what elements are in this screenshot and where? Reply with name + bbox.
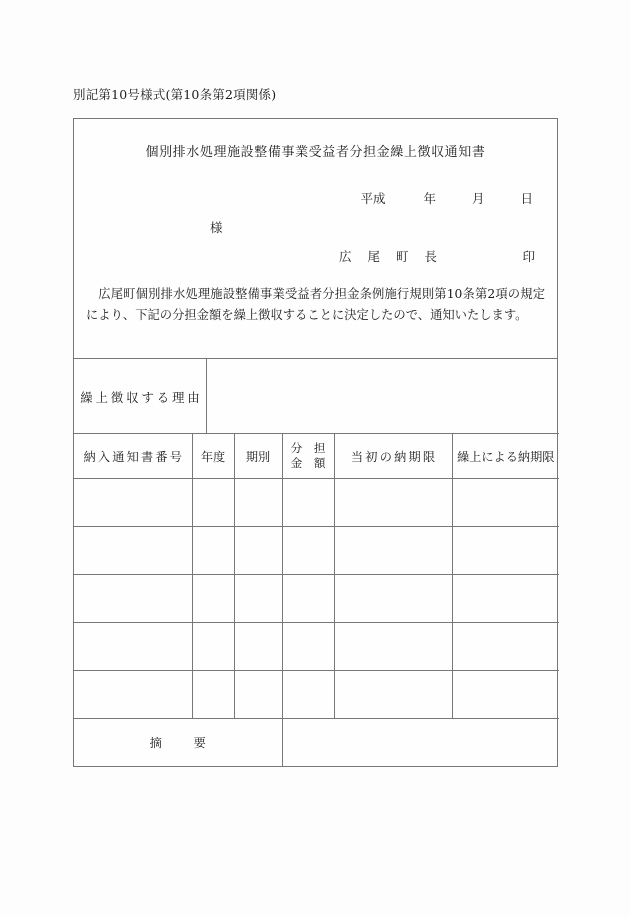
cell-original-due-date[interactable] bbox=[334, 671, 452, 719]
cell-installment[interactable] bbox=[234, 623, 282, 671]
cell-installment[interactable] bbox=[234, 671, 282, 719]
header-share-amount: 分 担 金 額 bbox=[282, 434, 334, 479]
table-body bbox=[74, 479, 559, 767]
cell-fiscal-year[interactable] bbox=[192, 623, 234, 671]
document-title: 個別排水処理施設整備事業受益者分担金繰上徴収通知書 bbox=[145, 145, 486, 160]
reason-label: 繰上徴収する理由 bbox=[74, 359, 207, 434]
form-number: 別記第10号様式(第10条第2項関係) bbox=[73, 87, 277, 102]
table-header-row bbox=[74, 434, 559, 479]
month-unit: 月 bbox=[472, 191, 485, 206]
date-line bbox=[361, 189, 533, 207]
seal-icon: 印 bbox=[522, 249, 535, 264]
cell-original-due-date[interactable] bbox=[334, 479, 452, 527]
cell-accelerated-due-date[interactable] bbox=[452, 527, 559, 575]
cell-fiscal-year[interactable] bbox=[192, 479, 234, 527]
form-frame bbox=[73, 118, 558, 767]
body-paragraph: 広尾町個別排水処理施設整備事業受益者分担金条例施行規則第10条第2項の規定により、下記の分担金額を繰上徴収することに決定したので、通知いたします。 bbox=[86, 287, 545, 322]
letter-block bbox=[74, 119, 557, 358]
summary-row bbox=[74, 719, 559, 767]
addressee-honorific: 様 bbox=[210, 220, 223, 235]
cell-notice-number[interactable] bbox=[74, 575, 192, 623]
cell-share-amount[interactable] bbox=[282, 623, 334, 671]
payment-table bbox=[74, 433, 559, 767]
cell-share-amount[interactable] bbox=[282, 575, 334, 623]
cell-notice-number[interactable] bbox=[74, 671, 192, 719]
cell-share-amount[interactable] bbox=[282, 479, 334, 527]
cell-accelerated-due-date[interactable] bbox=[452, 575, 559, 623]
cell-original-due-date[interactable] bbox=[334, 527, 452, 575]
summary-label: 摘 要 bbox=[74, 719, 282, 767]
cell-notice-number[interactable] bbox=[74, 479, 192, 527]
reason-row bbox=[74, 358, 557, 434]
era-label: 平成 bbox=[360, 191, 386, 206]
cell-fiscal-year[interactable] bbox=[192, 527, 234, 575]
header-notice-number: 納入通知書番号 bbox=[74, 434, 192, 479]
cell-accelerated-due-date[interactable] bbox=[452, 671, 559, 719]
table-row bbox=[74, 575, 559, 623]
cell-share-amount[interactable] bbox=[282, 671, 334, 719]
cell-accelerated-due-date[interactable] bbox=[452, 623, 559, 671]
cell-original-due-date[interactable] bbox=[334, 623, 452, 671]
day-unit: 日 bbox=[520, 191, 533, 206]
issuer-line bbox=[339, 247, 535, 265]
cell-installment[interactable] bbox=[234, 575, 282, 623]
header-accelerated-due-date: 繰上による納期限 bbox=[452, 434, 559, 479]
header-fiscal-year: 年度 bbox=[192, 434, 234, 479]
cell-accelerated-due-date[interactable] bbox=[452, 479, 559, 527]
cell-notice-number[interactable] bbox=[74, 527, 192, 575]
reason-input-area[interactable] bbox=[207, 359, 557, 434]
table-row bbox=[74, 671, 559, 719]
cell-original-due-date[interactable] bbox=[334, 575, 452, 623]
year-unit: 年 bbox=[423, 191, 437, 206]
header-installment: 期別 bbox=[234, 434, 282, 479]
cell-share-amount[interactable] bbox=[282, 527, 334, 575]
header-original-due-date: 当初の納期限 bbox=[334, 434, 452, 479]
cell-installment[interactable] bbox=[234, 479, 282, 527]
cell-fiscal-year[interactable] bbox=[192, 575, 234, 623]
table-row bbox=[74, 479, 559, 527]
summary-input-area[interactable] bbox=[282, 719, 559, 767]
table-row bbox=[74, 623, 559, 671]
table-row bbox=[74, 527, 559, 575]
cell-notice-number[interactable] bbox=[74, 623, 192, 671]
issuer-name: 広 尾 町 長 bbox=[339, 249, 443, 264]
cell-installment[interactable] bbox=[234, 527, 282, 575]
cell-fiscal-year[interactable] bbox=[192, 671, 234, 719]
